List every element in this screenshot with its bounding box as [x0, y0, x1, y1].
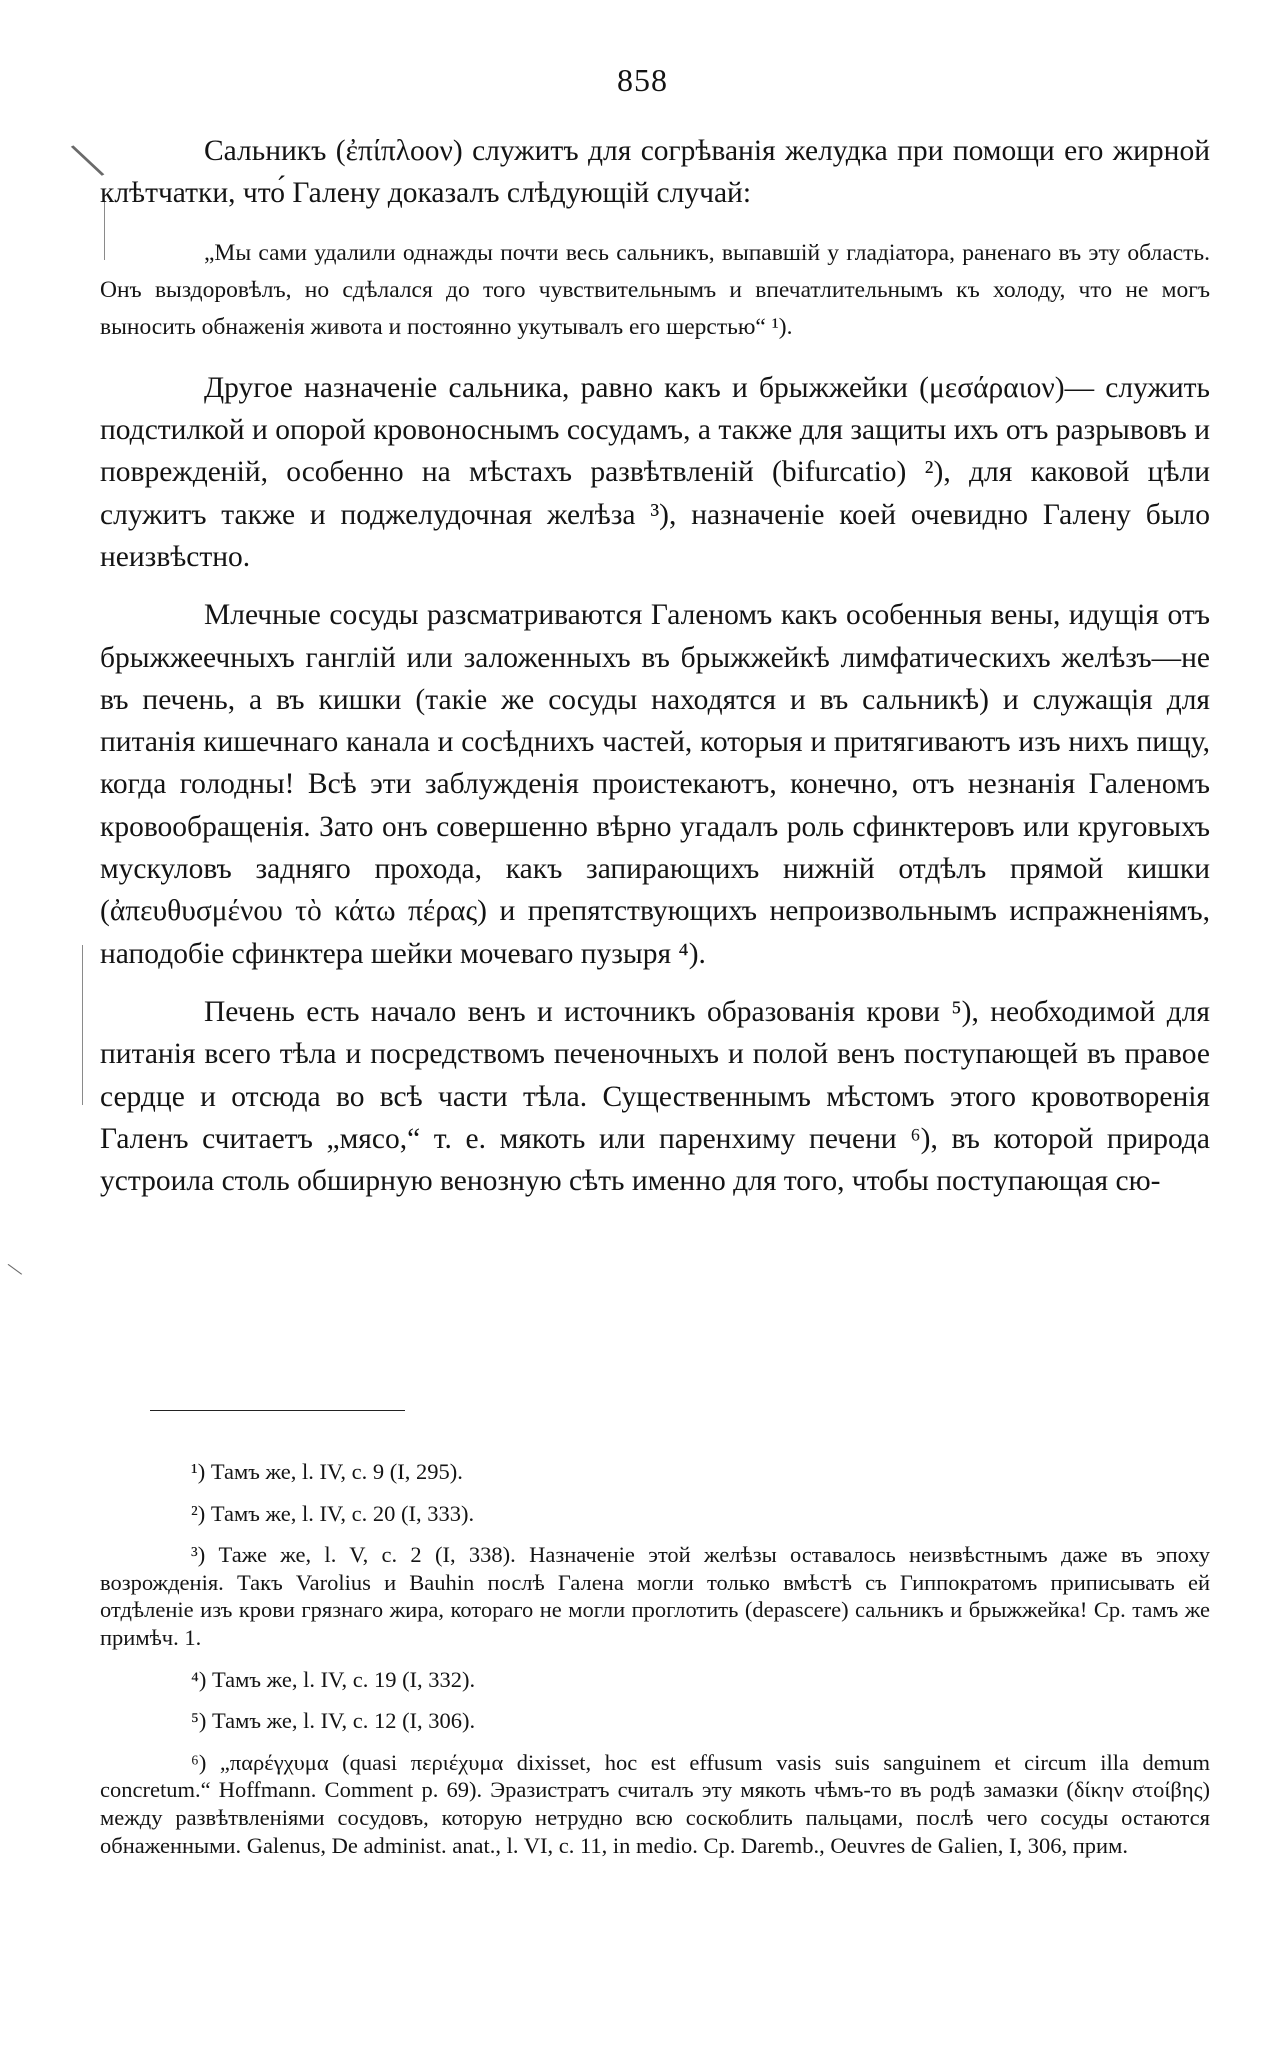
footnote: ⁶) „παρέγχυμα (quasi περιέχυμα dixisset, hoc est effusum vasis suis sanguinem et circum illa demum concretum.“ Hoffmann. Comment p. 69). Эразистратъ считалъ эту мякоть чѣмъ-то въ родѣ замазки (δίκην στοίβης) между развѣтвленіями сосудовъ, которую нетрудно всю соскоблить пальцами, послѣ чего сосуды остаются обнаженными. Galenus, De administ. anat., l. VI, c. 11, in medio. Ср. Daremb., Oeuvres de Galien, I, 306, прим. [100, 1749, 1210, 1858]
page-number: 858 [617, 62, 668, 98]
paragraph-omentum: Сальникъ (ἐπίπλοον) служитъ для согрѣванія желудка при помощи его жирной клѣтчатки, что́ Галену доказалъ слѣдующій случай: [100, 135, 1210, 210]
paragraph-mesentery: Другое назначеніе сальника, равно какъ и брыжжейки (μεσάραιον)— служить подстилкой и опорой кровоноснымъ сосудамъ, а также для защиты ихъ отъ разрывовъ и поврежденій, особенно на мѣстахъ развѣтвленій (bifurcatio) ²), для каковой цѣли служитъ также и поджелудочная желѣза ³), назначеніе коей очевидно Галену было неизвѣстно. [100, 371, 1210, 573]
quote-gladiator: „Мы сами удалили однажды почти весь сальникъ, выпавшій у гладіатора, раненаго въ эту область. Онъ выздоровѣлъ, но сдѣлался до того чувствительнымъ и впечатлительнымъ къ холоду, что не могъ выносить обнаженія живота и постоянно укутывалъ его шерстью“ ¹). [100, 239, 1210, 341]
pencil-margin-mark: \ [5, 1257, 26, 1283]
main-text [100, 130, 1210, 1218]
footnote: ¹) Тамъ же, l. IV, c. 9 (I, 295). [191, 1459, 463, 1484]
pencil-margin-line [82, 945, 84, 1105]
footnote: ⁴) Тамъ же, l. IV, c. 19 (I, 332). [191, 1666, 476, 1692]
footnotes [100, 1458, 1210, 1873]
footnote: ²) Тамъ же, l. IV, c. 20 (I, 333). [191, 1500, 475, 1526]
paragraph-liver: Печень есть начало венъ и источникъ образованія крови ⁵), необходимой для питанія всего тѣла и посредствомъ печеночныхъ и полой венъ поступающей въ правое сердце и отсюда во всѣ части тѣла. Существеннымъ мѣстомъ этого кровотворенія Галенъ считаетъ „мясо,“ т. е. мякоть или паренхиму печени ⁶), въ которой природа устроила столь обширную венозную сѣть именно для того, чтобы поступающая сю- [100, 995, 1210, 1198]
footnote-divider [150, 1410, 405, 1411]
footnote: ³) Таже же, l. V, c. 2 (I, 338). Назначеніе этой желѣзы оставалось неизвѣстнымъ даже въ эпоху возрожденія. Такъ Varolius и Bauhin послѣ Галена могли только вмѣстѣ съ Гиппократомъ приписывать ей отдѣленіе изъ крови грязнаго жира, котораго не могли проглотить (depascere) сальникъ и брыжжейка! Ср. тамъ же примѣч. 1. [100, 1542, 1210, 1650]
paragraph-lacteals: Млечные сосуды разсматриваются Галеномъ какъ особенныя вены, идущія отъ брыжжеечныхъ ганглій или заложенныхъ въ брыжжейкѣ лимфатическихъ желѣзъ—не въ печень, а въ кишки (такіе же сосуды находятся и въ сальникѣ) и служащія для питанія кишечнаго канала и сосѣднихъ частей, которыя и притягиваютъ изъ нихъ пищу, когда голодны! Всѣ эти заблужденія проистекаютъ, конечно, отъ незнанія Галеномъ кровообращенія. Зато онъ совершенно вѣрно угадалъ роль сфинктеровъ или круговыхъ мускуловъ задняго прохода, какъ запирающихъ нижній отдѣлъ прямой кишки (ἀπευθυσμένου τὸ κάτω πέρας) и препятствующихъ непроизвольнымъ испражненіямъ, наподобіе сфинктера шейки мочеваго пузыря ⁴). [100, 599, 1210, 970]
pencil-margin-mark: \ [64, 126, 111, 194]
footnote: ⁵) Тамъ же, l. IV, c. 12 (I, 306). [191, 1708, 476, 1734]
